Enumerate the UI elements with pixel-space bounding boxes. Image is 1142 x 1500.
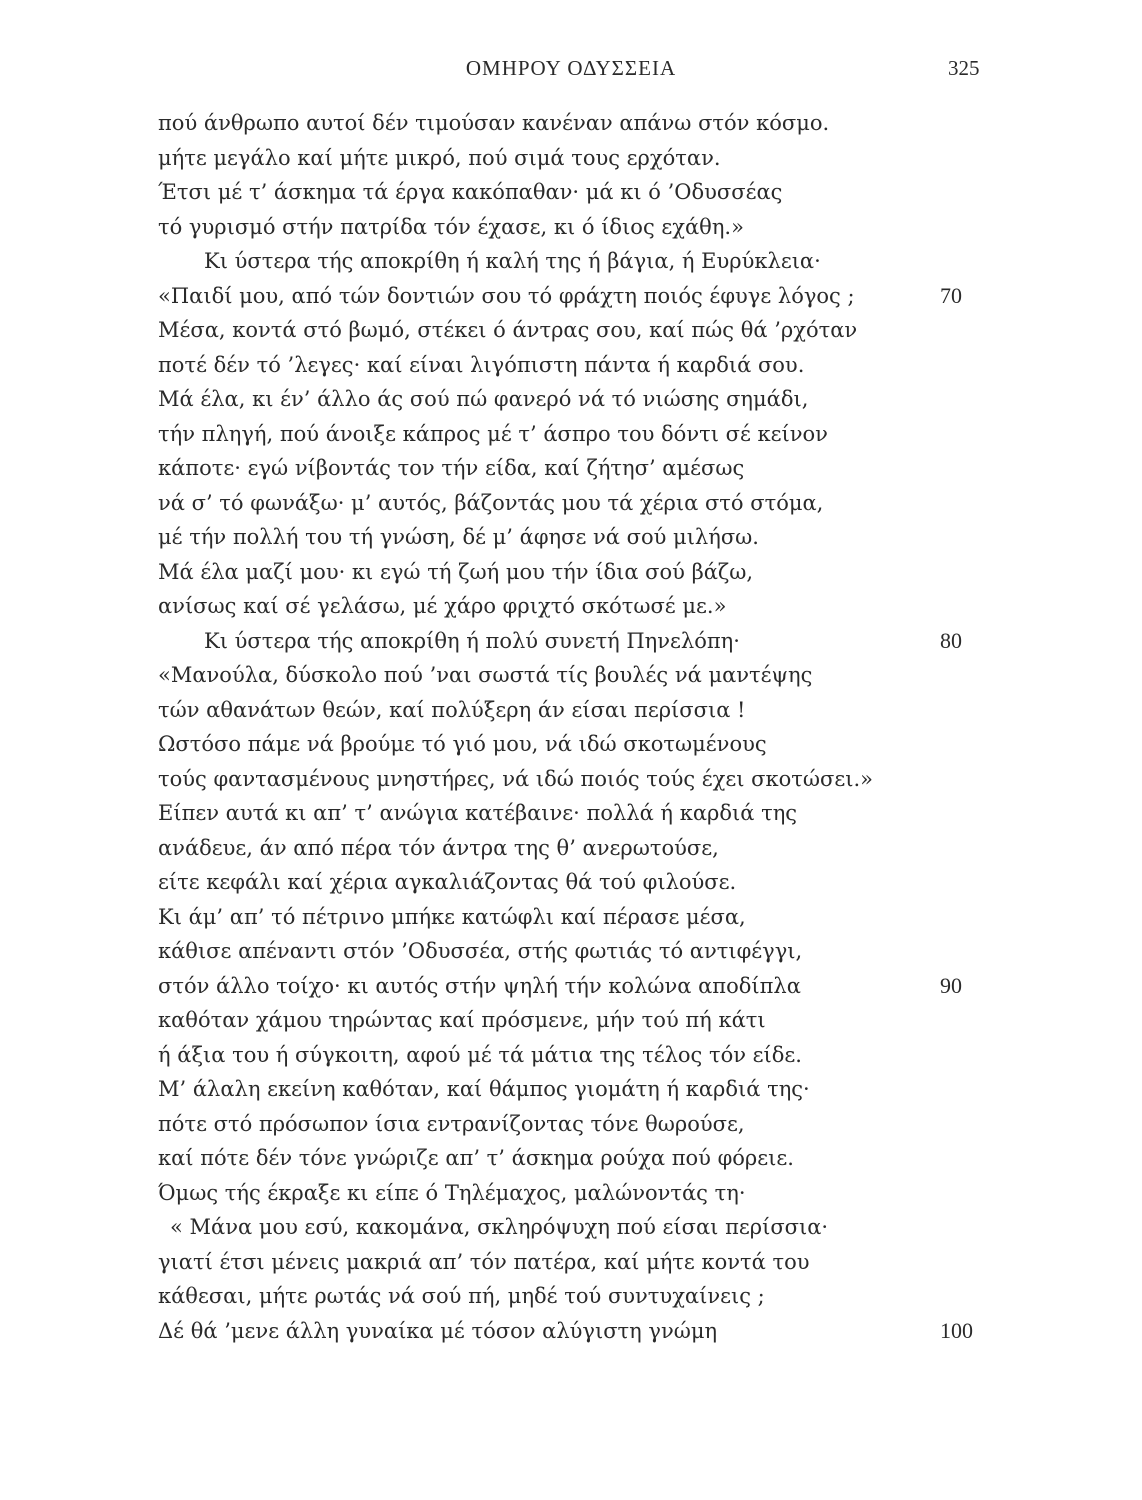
verse-line (158, 175, 988, 210)
verse-line (158, 1314, 988, 1349)
verse-line (158, 1141, 988, 1176)
verse-text: Μ’ άλαλη εκείνη καθόταν, καί θάμπος γιομάτη ή καρδιά της· (158, 1077, 810, 1101)
verse-text: πότε στό πρόσωπον ίσια εντρανίζοντας τόνε θωρούσε, (158, 1111, 745, 1136)
verse-text: «Μανούλα, δύσκολο πού ’ναι σωστά τίς βουλές νά μαντέψης (158, 663, 813, 687)
verse-text: τών αθανάτων θεών, καί πολύξερη άν είσαι περίσσια ! (158, 697, 746, 722)
running-header-title: ΟΜΗΡΟΥ ΟΔΥΣΣΕΙΑ (465, 56, 677, 80)
verse-text: Δέ θά ’μενε άλλη γυναίκα μέ τόσον αλύγιστη γνώμη (158, 1318, 718, 1343)
verse-text: Κι άμ’ απ’ τό πέτρινο μπήκε κατώφλι καί πέρασε μέσα, (158, 904, 746, 929)
verse-text: καί πότε δέν τόνε γνώριζε απ’ τ’ άσκημα ρούχα πού φόρειε. (158, 1146, 794, 1170)
verse-text: κάθισε απέναντι στόν ’Οδυσσέα, στής φωτιάς τό αντιφέγγι, (158, 939, 803, 963)
verse-line (158, 727, 988, 762)
verse-text: ανίσως καί σέ γελάσω, μέ χάρο φριχτό σκότωσέ με.» (158, 594, 727, 618)
verse-text: ή άξια του ή σύγκοιτη, αφού μέ τά μάτια της τέλος τόν είδε. (158, 1042, 802, 1067)
verse-line (158, 624, 988, 659)
verse-line (158, 555, 988, 590)
verse-line (158, 382, 988, 417)
verse-text: είτε κεφάλι καί χέρια αγκαλιάζοντας θά τού φιλούσε. (158, 870, 737, 894)
verse-text: ποτέ δέν τό ’λεγες· καί είναι λιγόπιστη πάντα ή καρδιά σου. (158, 352, 805, 377)
verse-line (158, 865, 988, 900)
verse-line (158, 796, 988, 831)
verse-line (158, 762, 988, 797)
verse-line (158, 417, 988, 452)
verse-text: στόν άλλο τοίχο· κι αυτός στήν ψηλή τήν κολώνα αποδίπλα (158, 973, 801, 998)
verse-line (158, 279, 988, 314)
verse-line (158, 1003, 988, 1038)
verse-line (158, 1038, 988, 1073)
verse-text: Ωστόσο πάμε νά βρούμε τό γιό μου, νά ιδώ σκοτωμένους (158, 732, 767, 756)
verse-line (158, 900, 988, 935)
verse-text: Είπεν αυτά κι απ’ τ’ ανώγια κατέβαινε· πολλά ή καρδιά της (158, 801, 798, 825)
verse-text: τό γυρισμό στήν πατρίδα τόν έχασε, κι ό ίδιος εχάθη.» (158, 214, 744, 239)
verse-line (158, 451, 988, 486)
verse-line (158, 486, 988, 521)
verse-line (158, 348, 988, 383)
verse-text: κάθεσαι, μήτε ρωτάς νά σού πή, μηδέ τού συντυχαίνεις ; (158, 1284, 765, 1308)
verse-text: Μά έλα, κι έν’ άλλο άς σού πώ φανερό νά τό νιώσης σημάδι, (158, 387, 809, 411)
verse-text: νά σ’ τό φωνάξω· μ’ αυτός, βάζοντάς μου τά χέρια στό στόμα, (158, 490, 824, 515)
verse-line (158, 589, 988, 624)
verse-line (158, 1176, 988, 1211)
verse-text: «Παιδί μου, από τών δοντιών σου τό φράχτη ποιός έφυγε λόγος ; (158, 283, 855, 308)
verse-line (158, 831, 988, 866)
verse-text: μέ τήν πολλή του τή γνώση, δέ μ’ άφησε νά σού μιλήσω. (158, 525, 759, 549)
verse-text: « Μάνα μου εσύ, κακομάνα, σκληρόψυχη πού είσαι περίσσια· (170, 1215, 829, 1239)
poem-text-block (158, 106, 988, 1348)
verse-text: Όμως τής έκραξε κι είπε ό Τηλέμαχος, μαλώνοντάς τη· (158, 1180, 746, 1205)
verse-line (158, 141, 988, 176)
verse-text: Κι ύστερα τής αποκρίθη ή καλή της ή βάγια, ή Ευρύκλεια· (204, 249, 821, 273)
verse-text: ανάδευε, άν από πέρα τόν άντρα της θ’ ανερωτούσε, (158, 835, 719, 860)
verse-text: πού άνθρωπο αυτοί δέν τιμούσαν κανέναν απάνω στόν κόσμο. (158, 111, 830, 135)
verse-line (158, 693, 988, 728)
verse-text: Μέσα, κοντά στό βωμό, στέκει ό άντρας σου, καί πώς θά ’ρχόταν (158, 318, 858, 342)
verse-line (158, 969, 988, 1004)
verse-text: Μά έλα μαζί μου· κι εγώ τή ζωή μου τήν ίδια σού βάζω, (158, 559, 754, 584)
verse-line (158, 313, 988, 348)
verse-line (158, 244, 988, 279)
verse-text: Έτσι μέ τ’ άσκημα τά έργα κακόπαθαν· μά κι ό ’Οδυσσέας (158, 180, 783, 204)
verse-text: τούς φαντασμένους μνηστήρες, νά ιδώ ποιός τούς έχει σκοτώσει.» (158, 766, 873, 791)
verse-text: γιατί έτσι μένεις μακριά απ’ τόν πατέρα, καί μήτε κοντά του (158, 1249, 810, 1274)
verse-text: Κι ύστερα τής αποκρίθη ή πολύ συνετή Πηνελόπη· (204, 628, 740, 653)
verse-line (158, 1072, 988, 1107)
verse-line (158, 520, 988, 555)
verse-text: τήν πληγή, πού άνοιξε κάπρος μέ τ’ άσπρο του δόντι σέ κείνον (158, 421, 828, 446)
verse-text: μήτε μεγάλο καί μήτε μικρό, πού σιμά τους ερχόταν. (158, 145, 721, 170)
verse-line (158, 106, 988, 141)
line-number: 100 (940, 1317, 973, 1343)
verse-line (158, 658, 988, 693)
line-number: 80 (940, 627, 962, 653)
verse-line (158, 1279, 988, 1314)
verse-text: κάποτε· εγώ νίβοντάς τον τήν είδα, καί ζήτησ’ αμέσως (158, 456, 745, 480)
verse-line (158, 1107, 988, 1142)
verse-text: καθόταν χάμου τηρώντας καί πρόσμενε, μήν τού πή κάτι (158, 1008, 766, 1032)
line-number: 70 (940, 282, 962, 308)
line-number: 90 (940, 972, 962, 998)
verse-line (158, 1210, 988, 1245)
verse-line (158, 934, 988, 969)
page-number: 325 (948, 56, 980, 80)
verse-line (158, 210, 988, 245)
verse-line (158, 1245, 988, 1280)
